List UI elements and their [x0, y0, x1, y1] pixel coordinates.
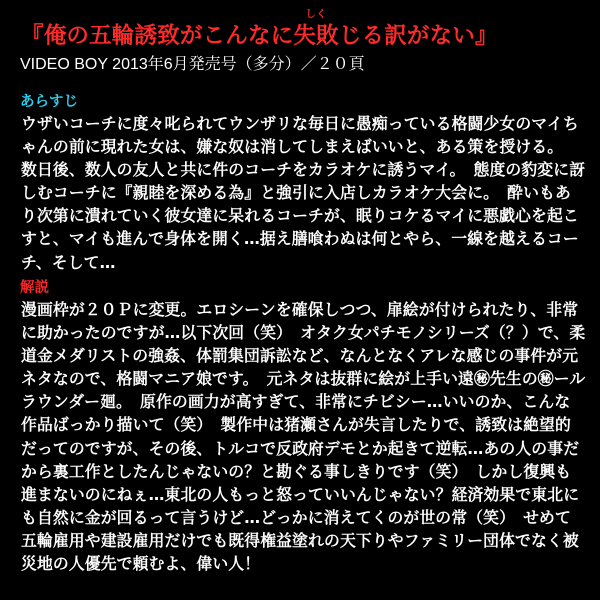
title-ruby-reading: しく [305, 8, 327, 20]
title-ruby-base: 失敗 [293, 23, 339, 49]
page-title [21, 8, 591, 50]
title-before: 『俺の五輪誘致がこんなに [21, 23, 294, 49]
commentary-text: 漫画枠が２０Ｐに変更。エロシーンを確保しつつ、扉絵が付けられたり、非常に助かったのですが…以下次回（笑） オタク女パチモノシリーズ（？）で、柔道金メダリストの強姦、体罰集団訴訟など、なんとなくアレな感じの事件が元ネタなので、格闘マニア娘です。 元ネタは抜群に絵が上手い遠㊙先生の㊙ールラウンダー廻。 原作の画力が高すぎて、非常にチビシー…いいのか、こんな作品ばっかり描いて（笑） 製作中は猪瀬さんが失言したりで、誘致は絶望的だってのですが、その後、トルコで反政府デモとか起きて逆転…あの人の事だから裏工作としたんじゃないの？と勘ぐる事しきりです（笑） しかし復興も進まないのにねぇ…東北の人もっと怒っていいんじゃない？経済効果で東北にも自然に金が回るって言うけど…どっかに消えてくのが世の常（笑） せめて五輪雇用や建設雇用だけでも既得権益塗れの天下りやファミリー団体でなく被災地の人優先で頼むよ、偉い人！ [21, 300, 586, 574]
title-after: じる訳がない』 [338, 23, 498, 49]
synopsis-text: ウザいコーチに度々叱られてウンザリな毎日に愚痴っている格闘少女のマイちゃんの前に現れた女は、嫌な奴は消してしまえばいいと、ある策を授ける。 数日後、数人の友人と共に件のコーチをカラオケに誘うマイ。 態度の豹変に訝しむコーチに『親睦を深める為』と強引に入店しカラオケ大会に。 酔いもあり次第に潰れていく彼女達に呆れるコーチが、眠りコケるマイに悪戯心を起こすと、マイも進んで身体を開く…据え膳喰わぬは何とやら、一線を越えるコーチ、そして… [21, 114, 586, 272]
issue-line: VIDEO BOY 2013年6月発売号（多分）／２０頁 [20, 56, 365, 73]
synopsis-heading: あらすじ [20, 94, 78, 110]
commentary-heading: 解説 [20, 280, 49, 296]
title-ruby-group [293, 8, 339, 50]
